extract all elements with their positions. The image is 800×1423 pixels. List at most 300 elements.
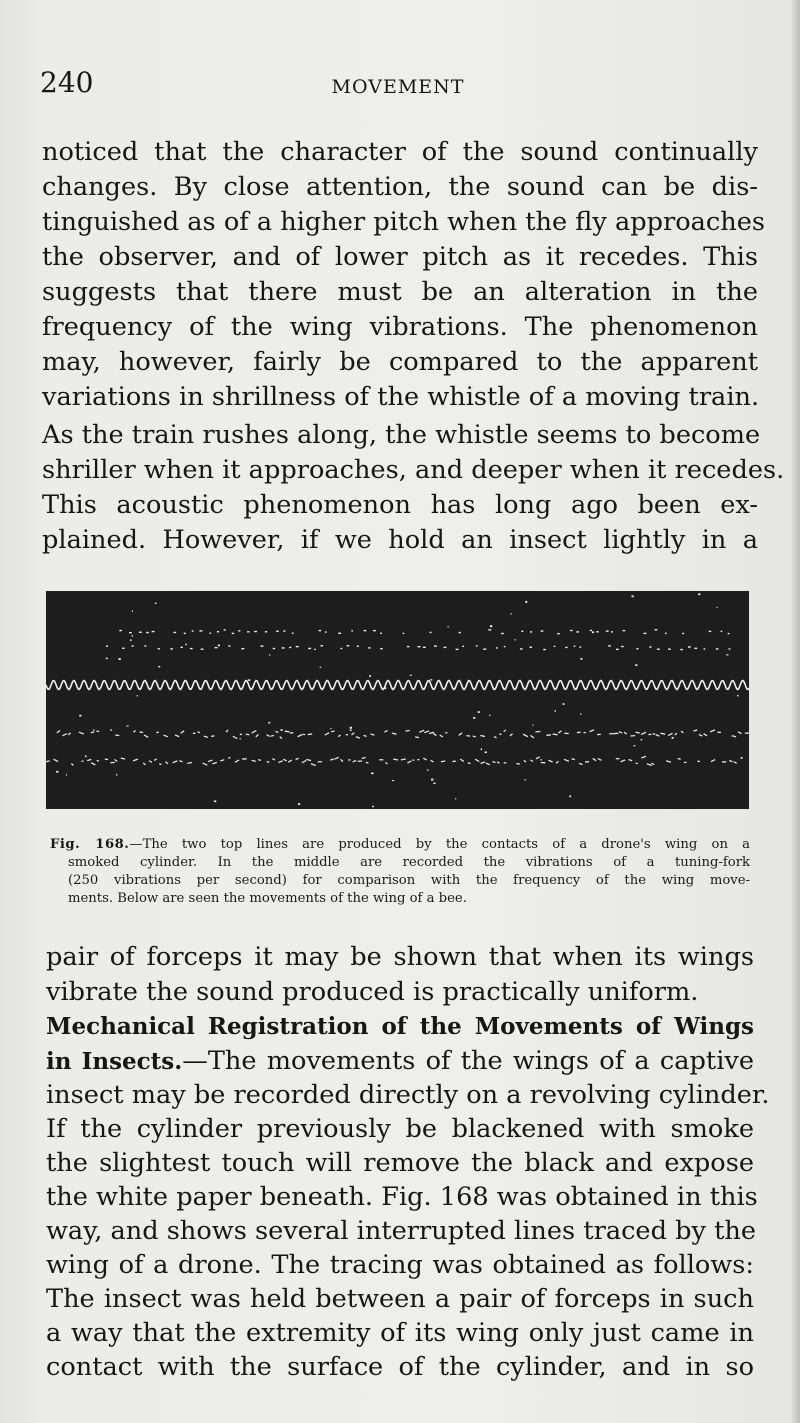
smoke-speck bbox=[410, 675, 412, 676]
bee-wing-trace-2-mark bbox=[572, 759, 575, 760]
bee-wing-trace-1-mark bbox=[392, 733, 397, 734]
drone-contact-line-2-mark bbox=[694, 648, 697, 649]
bee-wing-trace-1-mark bbox=[636, 732, 640, 733]
drone-contact-line-2-mark bbox=[289, 647, 291, 648]
drone-contact-line-1-mark bbox=[247, 631, 250, 632]
body-line: shriller when it approaches, and deeper when it recedes. bbox=[42, 455, 785, 485]
smoke-speck bbox=[511, 613, 512, 614]
bee-wing-trace-2-mark bbox=[641, 756, 646, 758]
bee-wing-trace-1-mark bbox=[68, 733, 70, 735]
drone-contact-line-2-mark bbox=[476, 645, 478, 646]
bee-wing-trace-2-mark bbox=[235, 760, 239, 762]
drone-contact-line-1-mark bbox=[119, 630, 122, 631]
smoke-speck bbox=[298, 803, 300, 805]
drone-contact-line-1-mark bbox=[238, 630, 240, 631]
bee-wing-trace-2-mark bbox=[536, 757, 540, 759]
smoke-speck bbox=[580, 658, 582, 660]
smoke-speck bbox=[185, 644, 187, 645]
drone-contact-line-2-mark bbox=[616, 649, 619, 650]
bee-wing-trace-2-mark bbox=[311, 764, 316, 766]
bee-wing-trace-2-mark bbox=[46, 761, 50, 762]
bee-wing-trace-1-mark bbox=[656, 735, 660, 736]
drone-contact-line-1-mark bbox=[459, 632, 461, 633]
bee-wing-trace-1-mark bbox=[699, 734, 703, 736]
drone-contact-line-1-mark bbox=[276, 631, 279, 632]
bee-wing-trace-2-mark bbox=[149, 761, 152, 762]
smoke-speck bbox=[136, 695, 138, 696]
smoke-speck bbox=[447, 626, 448, 627]
smoke-speck bbox=[131, 635, 133, 636]
body-line: The insect was held between a pair of forceps in such bbox=[46, 1284, 754, 1314]
body-line: noticed that the character of the sound continually bbox=[42, 137, 758, 167]
bee-wing-trace-1-mark bbox=[204, 736, 208, 737]
smoke-speck bbox=[726, 654, 728, 655]
bee-wing-trace-2-mark bbox=[564, 759, 569, 761]
section-heading-cont: in Insects. bbox=[46, 1048, 183, 1075]
body-line: This acoustic phenomenon has long ago been ex- bbox=[42, 490, 758, 520]
drone-contact-line-2-mark bbox=[346, 645, 349, 646]
bee-wing-trace-2-mark bbox=[548, 760, 552, 762]
bee-wing-trace-2-mark bbox=[173, 761, 178, 763]
bee-wing-trace-2-mark bbox=[121, 758, 125, 759]
drone-contact-line-1-mark bbox=[174, 632, 177, 633]
page-number: 240 bbox=[40, 66, 94, 99]
drone-contact-line-1-mark bbox=[430, 632, 432, 633]
drone-contact-line-2-mark bbox=[407, 646, 410, 647]
body-line: changes. By close attention, the sound can be dis- bbox=[42, 172, 758, 202]
bee-wing-trace-1-mark bbox=[266, 735, 269, 737]
bee-wing-trace-2-mark bbox=[54, 759, 58, 761]
drone-contact-line-2-mark bbox=[380, 648, 382, 649]
body-line: pair of forceps it may be shown that when its wings bbox=[46, 942, 754, 972]
drone-contact-line-1-mark bbox=[380, 633, 382, 634]
smoke-speck bbox=[350, 729, 352, 731]
bee-wing-trace-1-mark bbox=[338, 735, 340, 737]
bee-wing-trace-2-mark bbox=[636, 763, 638, 764]
bee-wing-trace-2-mark bbox=[407, 761, 411, 763]
drone-contact-line-2-mark bbox=[273, 648, 275, 649]
bee-wing-trace-2-mark bbox=[481, 762, 485, 764]
bee-wing-trace-1-mark bbox=[660, 733, 665, 734]
drone-contact-line-2-mark bbox=[260, 645, 263, 646]
drone-contact-line-1-mark bbox=[364, 630, 367, 631]
smoke-speck bbox=[369, 675, 371, 677]
drone-contact-line-2-mark bbox=[320, 645, 323, 646]
bee-wing-trace-2-mark bbox=[362, 757, 366, 758]
drone-contact-line-2-mark bbox=[106, 645, 108, 646]
drone-contact-line-2-mark bbox=[228, 645, 230, 646]
bee-wing-trace-1-mark bbox=[256, 734, 259, 736]
smoke-speck bbox=[239, 738, 241, 739]
bee-wing-trace-2-mark bbox=[296, 758, 299, 759]
bee-wing-trace-2-mark bbox=[258, 760, 261, 761]
bee-wing-trace-1-mark bbox=[280, 737, 282, 739]
drone-contact-line-1-mark bbox=[606, 630, 609, 631]
bee-wing-trace-1-mark bbox=[364, 735, 367, 736]
drone-contact-line-2-mark bbox=[418, 646, 421, 647]
smoke-speck bbox=[737, 695, 738, 697]
smoke-speck bbox=[445, 732, 447, 733]
bee-wing-trace-1-mark bbox=[298, 735, 303, 737]
drone-contact-line-1-mark bbox=[721, 631, 723, 632]
body-line: the observer, and of lower pitch as it recedes. This bbox=[42, 242, 758, 272]
drone-contact-line-2-mark bbox=[180, 647, 182, 648]
bee-wing-trace-1-mark bbox=[494, 737, 496, 738]
drone-contact-line-2-mark bbox=[314, 649, 316, 650]
bee-wing-trace-1-mark bbox=[553, 734, 558, 735]
bee-wing-trace-2-mark bbox=[228, 758, 230, 759]
smoke-speck bbox=[635, 664, 637, 666]
bee-wing-trace-2-mark bbox=[740, 757, 742, 758]
smoke-speck bbox=[132, 610, 133, 612]
bee-wing-trace-1-mark bbox=[144, 735, 148, 737]
body-line: variations in shrillness of the whistle of a moving train. bbox=[42, 382, 760, 412]
drone-contact-line-2-mark bbox=[158, 648, 160, 649]
bee-wing-trace-2-mark bbox=[154, 759, 157, 761]
drone-contact-line-1-mark bbox=[254, 631, 257, 632]
drone-contact-line-1-mark bbox=[665, 633, 667, 634]
smoke-speck bbox=[85, 755, 87, 757]
bee-wing-trace-1-mark bbox=[546, 735, 551, 736]
bee-wing-trace-1-mark bbox=[356, 737, 360, 739]
drone-contact-line-1-mark bbox=[488, 629, 491, 630]
smoke-speck bbox=[110, 729, 112, 730]
drone-contact-line-2-mark bbox=[170, 648, 173, 649]
bee-wing-trace-1-mark bbox=[732, 736, 736, 737]
drone-contact-line-1-mark bbox=[351, 630, 353, 631]
smoke-speck bbox=[569, 796, 571, 798]
figure-label: Fig. 168. bbox=[50, 837, 130, 852]
bee-wing-trace-2-mark bbox=[306, 759, 311, 760]
bee-wing-trace-2-mark bbox=[629, 760, 633, 761]
smoke-speck bbox=[218, 645, 220, 647]
bee-wing-trace-1-mark bbox=[331, 731, 334, 732]
smoke-speck bbox=[320, 667, 322, 668]
bee-wing-trace-1-mark bbox=[619, 732, 622, 733]
bee-wing-trace-1-mark bbox=[641, 732, 646, 734]
section-first-line bbox=[46, 1044, 754, 1078]
drone-contact-line-2-mark bbox=[579, 646, 581, 647]
body-line: frequency of the wing vibrations. The phenomenon bbox=[42, 312, 758, 342]
drone-contact-line-1-mark bbox=[709, 631, 712, 632]
smoke-speck bbox=[106, 658, 108, 659]
bee-wing-trace-2-mark bbox=[179, 761, 182, 762]
smoke-speck bbox=[392, 780, 394, 781]
figure-168-tracing bbox=[46, 591, 749, 809]
bee-wing-trace-2-mark bbox=[267, 762, 270, 763]
smoke-speck bbox=[672, 737, 674, 739]
smoke-speck bbox=[592, 631, 594, 633]
drone-contact-line-2-mark bbox=[565, 647, 567, 648]
bee-wing-trace-1-mark bbox=[79, 732, 84, 734]
bee-wing-trace-1-mark bbox=[96, 731, 99, 732]
drone-contact-line-2-mark bbox=[340, 648, 342, 649]
drone-contact-line-1-mark bbox=[146, 632, 149, 633]
bee-wing-trace-1-mark bbox=[175, 735, 179, 737]
section-text: —The movements of the wings of a captive bbox=[182, 1046, 754, 1076]
smoke-speck bbox=[532, 724, 533, 725]
body-line: suggests that there must be an alteration in the bbox=[42, 277, 758, 307]
bee-wing-trace-1-mark bbox=[163, 735, 167, 737]
bee-wing-trace-2-mark bbox=[71, 764, 73, 766]
body-line: way, and shows several interrupted lines traced by the bbox=[46, 1216, 756, 1246]
drone-contact-line-1-mark bbox=[319, 630, 322, 631]
drone-contact-line-2-mark bbox=[190, 648, 193, 649]
bee-wing-trace-2-mark bbox=[497, 762, 499, 763]
bee-wing-trace-2-mark bbox=[579, 763, 583, 764]
drone-contact-line-1-mark bbox=[283, 630, 285, 631]
drone-contact-line-1-mark bbox=[217, 631, 219, 632]
bee-wing-trace-2-mark bbox=[385, 763, 387, 764]
smoke-speck bbox=[525, 601, 527, 603]
drone-contact-line-2-mark bbox=[215, 647, 218, 648]
drone-contact-line-1-mark bbox=[596, 631, 598, 632]
drone-contact-line-1-mark bbox=[541, 630, 544, 631]
bee-wing-trace-2-mark bbox=[401, 759, 406, 760]
drone-contact-line-1-mark bbox=[184, 633, 186, 634]
bee-wing-trace-1-mark bbox=[240, 734, 242, 735]
smoke-speck bbox=[514, 639, 515, 640]
bee-wing-trace-1-mark bbox=[91, 732, 94, 733]
bee-wing-trace-2-mark bbox=[91, 763, 95, 765]
bee-wing-trace-2-mark bbox=[516, 763, 519, 764]
drone-contact-line-2-mark bbox=[688, 646, 691, 647]
bee-wing-trace-2-mark bbox=[97, 760, 99, 761]
drone-contact-line-2-mark bbox=[456, 649, 459, 650]
bee-wing-trace-1-mark bbox=[271, 735, 274, 736]
smoke-speck bbox=[56, 771, 58, 773]
figure-caption-line: (250 vibrations per second) for comparison with the frequency of the wing move- bbox=[68, 873, 750, 888]
bee-wing-trace-1-mark bbox=[226, 730, 228, 732]
bee-wing-trace-1-mark bbox=[523, 734, 528, 736]
body-line: contact with the surface of the cylinder, and in so bbox=[46, 1352, 754, 1382]
drone-contact-line-2-mark bbox=[131, 645, 133, 646]
bee-wing-trace-1-mark bbox=[510, 734, 513, 736]
smoke-speck bbox=[214, 800, 216, 802]
drone-contact-line-2-mark bbox=[520, 648, 523, 649]
smoke-speck bbox=[330, 728, 331, 729]
bee-wing-trace-2-mark bbox=[452, 761, 455, 762]
bee-wing-trace-2-mark bbox=[220, 760, 224, 761]
drone-contact-line-2-mark bbox=[368, 647, 370, 648]
drone-contact-line-1-mark bbox=[325, 631, 327, 632]
drone-contact-line-1-mark bbox=[129, 632, 132, 633]
page-header bbox=[40, 62, 756, 106]
drone-contact-line-2-mark bbox=[434, 645, 437, 646]
bee-wing-trace-2-mark bbox=[252, 760, 256, 761]
drone-contact-line-2-mark bbox=[543, 649, 546, 650]
bee-wing-trace-2-mark bbox=[335, 757, 339, 759]
smoke-speck bbox=[555, 710, 556, 712]
bee-wing-trace-1-mark bbox=[499, 734, 501, 735]
drone-contact-line-2-mark bbox=[296, 646, 299, 647]
drone-contact-line-2-mark bbox=[462, 646, 464, 647]
bee-wing-trace-2-mark bbox=[666, 761, 671, 763]
bee-wing-trace-1-mark bbox=[738, 732, 741, 734]
bee-wing-trace-1-mark bbox=[473, 736, 476, 737]
bee-wing-trace-2-mark bbox=[279, 761, 283, 763]
bee-wing-trace-2-mark bbox=[203, 763, 208, 765]
smoke-speck bbox=[248, 679, 250, 681]
bee-wing-trace-2-mark bbox=[302, 760, 306, 762]
smoke-speck bbox=[716, 607, 717, 608]
bee-wing-trace-1-mark bbox=[211, 736, 214, 737]
smoke-speck bbox=[350, 727, 352, 729]
drone-contact-line-2-mark bbox=[530, 647, 533, 648]
drone-contact-line-1-mark bbox=[232, 633, 234, 634]
smoke-speck bbox=[93, 730, 95, 731]
bee-wing-trace-1-mark bbox=[285, 731, 290, 732]
drone-contact-line-2-mark bbox=[308, 648, 311, 649]
bee-wing-trace-2-mark bbox=[366, 762, 369, 763]
drone-contact-line-2-mark bbox=[122, 648, 124, 649]
tracing-image bbox=[46, 591, 749, 809]
smoke-speck bbox=[127, 725, 129, 726]
bee-wing-trace-1-mark bbox=[694, 730, 698, 731]
smoke-speck bbox=[66, 774, 67, 775]
bee-wing-trace-2-mark bbox=[133, 759, 138, 761]
bee-wing-trace-2-mark bbox=[423, 758, 426, 760]
drone-contact-line-2-mark bbox=[443, 647, 446, 648]
drone-contact-line-1-mark bbox=[224, 629, 226, 630]
smoke-speck bbox=[155, 603, 157, 604]
smoke-speck bbox=[525, 779, 526, 780]
bee-wing-trace-1-mark bbox=[233, 736, 237, 738]
bee-wing-trace-2-mark bbox=[340, 759, 343, 761]
smoke-speck bbox=[431, 779, 433, 781]
drone-contact-line-1-mark bbox=[199, 630, 202, 631]
smoke-speck bbox=[653, 733, 655, 734]
smoke-speck bbox=[563, 703, 565, 705]
smoke-speck bbox=[489, 715, 491, 716]
drone-contact-line-1-mark bbox=[139, 632, 142, 633]
bee-wing-trace-2-mark bbox=[729, 760, 732, 761]
drone-contact-line-2-mark bbox=[704, 648, 706, 649]
smoke-speck bbox=[158, 666, 160, 667]
bee-wing-trace-2-mark bbox=[114, 759, 117, 761]
bee-wing-trace-2-mark bbox=[393, 759, 398, 760]
bee-wing-trace-1-mark bbox=[429, 732, 434, 733]
bee-wing-trace-1-mark bbox=[681, 731, 683, 733]
bee-wing-trace-2-mark bbox=[492, 762, 495, 763]
smoke-speck bbox=[698, 593, 700, 595]
bee-wing-trace-1-mark bbox=[62, 734, 66, 736]
smoke-speck bbox=[116, 774, 117, 775]
drone-contact-line-1-mark bbox=[192, 630, 194, 631]
drone-contact-line-1-mark bbox=[655, 629, 658, 630]
drone-contact-line-1-mark bbox=[373, 630, 376, 631]
bee-wing-trace-1-mark bbox=[352, 733, 355, 735]
bee-wing-trace-2-mark bbox=[441, 761, 445, 762]
bee-wing-trace-2-mark bbox=[711, 760, 715, 762]
bee-wing-trace-1-mark bbox=[440, 735, 443, 737]
bee-wing-trace-1-mark bbox=[133, 730, 135, 732]
bee-wing-trace-2-mark bbox=[353, 761, 356, 762]
smoke-speck bbox=[130, 639, 132, 641]
bee-wing-trace-2-mark bbox=[288, 760, 292, 762]
bee-wing-trace-2-mark bbox=[556, 761, 558, 763]
body-line: may, however, fairly be compared to the apparent bbox=[42, 347, 758, 377]
bee-wing-trace-1-mark bbox=[198, 732, 200, 733]
bee-wing-trace-1-mark bbox=[558, 731, 561, 733]
smoke-speck bbox=[371, 772, 373, 774]
drone-contact-line-2-mark bbox=[282, 647, 285, 648]
drone-contact-line-2-mark bbox=[483, 648, 486, 649]
smoke-speck bbox=[455, 798, 456, 799]
bee-wing-trace-1-mark bbox=[668, 733, 672, 735]
bee-wing-trace-1-mark bbox=[308, 734, 313, 735]
bee-wing-trace-2-mark bbox=[598, 758, 602, 760]
drone-contact-line-2-mark bbox=[496, 647, 498, 648]
bee-wing-trace-2-mark bbox=[81, 761, 83, 762]
bee-wing-trace-2-mark bbox=[159, 764, 161, 765]
bee-wing-trace-1-mark bbox=[246, 734, 250, 735]
smoke-speck bbox=[79, 715, 81, 717]
drone-contact-line-2-mark bbox=[716, 648, 719, 649]
drone-contact-line-1-mark bbox=[265, 631, 267, 632]
figure-caption-line bbox=[50, 836, 750, 854]
smoke-speck bbox=[478, 711, 480, 713]
bee-wing-trace-2-mark bbox=[431, 760, 434, 762]
smoke-speck bbox=[490, 625, 492, 627]
bee-wing-trace-1-mark bbox=[139, 732, 143, 733]
drone-contact-line-2-mark bbox=[729, 648, 731, 649]
body-line: If the cylinder previously be blackened with smoke bbox=[46, 1114, 754, 1144]
drone-contact-line-1-mark bbox=[530, 631, 532, 632]
bee-wing-trace-2-mark bbox=[283, 759, 286, 761]
bee-wing-trace-1-mark bbox=[710, 730, 715, 732]
smoke-speck bbox=[269, 654, 270, 655]
bee-wing-trace-2-mark bbox=[475, 759, 479, 761]
smoke-speck bbox=[268, 722, 270, 724]
bee-wing-trace-2-mark bbox=[486, 763, 490, 765]
bee-wing-trace-1-mark bbox=[252, 731, 257, 733]
bee-wing-trace-2-mark bbox=[165, 762, 167, 764]
smoke-speck bbox=[485, 752, 487, 754]
bee-wing-trace-1-mark bbox=[384, 730, 387, 732]
drone-contact-line-2-mark bbox=[201, 649, 204, 650]
bee-wing-trace-1-mark bbox=[480, 735, 484, 736]
drone-contact-line-1-mark bbox=[643, 633, 646, 634]
smoke-speck bbox=[433, 783, 435, 784]
drone-contact-line-1-mark bbox=[152, 631, 155, 632]
drone-contact-line-2-mark bbox=[668, 648, 671, 649]
drone-contact-line-2-mark bbox=[636, 648, 638, 649]
body-line: a way that the extremity of its wing only just came in bbox=[46, 1318, 754, 1348]
running-head: MOVEMENT bbox=[331, 76, 465, 98]
bee-wing-trace-2-mark bbox=[143, 763, 145, 765]
drone-contact-line-1-mark bbox=[590, 630, 592, 631]
drone-contact-line-2-mark bbox=[144, 645, 146, 646]
smoke-speck bbox=[481, 748, 482, 750]
body-line: plained. However, if we hold an insect lightly in a bbox=[42, 525, 758, 555]
figure-caption-line: smoked cylinder. In the middle are recorded the vibrations of a tuning-fork bbox=[68, 855, 750, 870]
bee-wing-trace-1-mark bbox=[57, 730, 60, 732]
drone-contact-line-1-mark bbox=[728, 633, 730, 634]
drone-contact-line-1-mark bbox=[623, 630, 626, 631]
drone-contact-line-1-mark bbox=[682, 633, 684, 634]
bee-wing-trace-1-mark bbox=[325, 733, 330, 735]
bee-wing-trace-1-mark bbox=[504, 730, 506, 732]
bee-wing-trace-2-mark bbox=[678, 759, 681, 760]
bee-wing-trace-2-mark bbox=[647, 764, 652, 766]
bee-wing-trace-2-mark bbox=[593, 758, 596, 760]
bee-wing-trace-2-mark bbox=[621, 760, 626, 762]
drone-contact-line-2-mark bbox=[621, 646, 624, 647]
bee-wing-trace-2-mark bbox=[272, 759, 274, 760]
drone-contact-line-1-mark bbox=[501, 633, 504, 634]
section-heading: Mechanical Registration of the Movements of Wings bbox=[46, 1013, 754, 1040]
